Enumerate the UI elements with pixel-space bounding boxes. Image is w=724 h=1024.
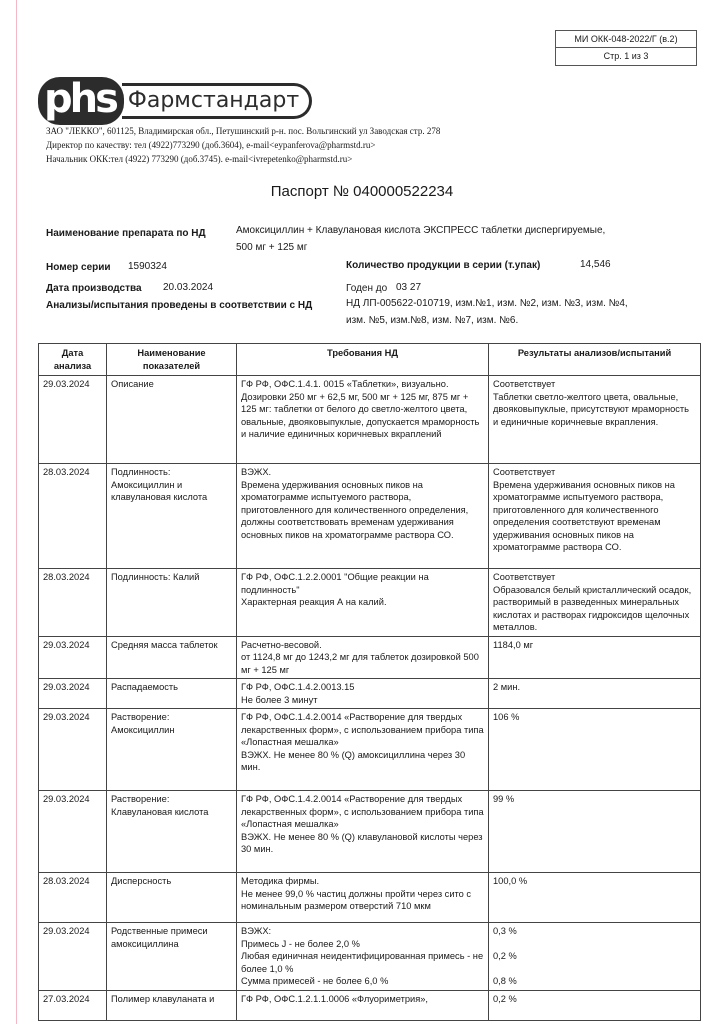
cell-indicator: Подлинность: Амоксициллин и клавулановая кислота [107, 464, 237, 569]
cell-indicator: Растворение: Амоксициллин [107, 709, 237, 791]
table-row [39, 709, 701, 791]
cell-indicator: Растворение: Клавулановая кислота [107, 791, 237, 873]
table-row [39, 569, 701, 637]
cell-requirement: ГФ РФ, ОФС.1.4.1. 0015 «Таблетки», визуально. Дозировки 250 мг + 62,5 мг, 500 мг + 125 мг, 875 мг + 125 мг: таблетки от белого до светло-желтого цвета, овальные, двояковыпуклые, допускается мраморность и наличие единичных коричневых вкраплений [237, 376, 489, 464]
table-row [39, 376, 701, 464]
analyses-label: Анализы/испытания проведены в соответствии с НД [46, 300, 313, 311]
cell-requirement: ГФ РФ, ОФС.1.2.1.1.0006 «Флуориметрия», [237, 990, 489, 1020]
cell-result: 100,0 % [489, 873, 701, 923]
cell-result: 0,2 % [489, 990, 701, 1020]
logo-mark: phs [38, 77, 124, 125]
okk-head-contact: Начальник ОКК:тел (4922) 773290 (доб.3745). e-mail<ivrepetenko@pharmstd.ru> [46, 154, 353, 164]
col-header-date: Дата анализа [39, 344, 107, 376]
quantity-label: Количество продукции в серии (т.упак) [346, 260, 541, 271]
document-code-box [555, 30, 697, 66]
quantity-value: 14,546 [580, 259, 611, 270]
table-row [39, 636, 701, 679]
org-address: ЗАО "ЛЕККО", 601125, Владимирская обл., Петушинский р-н. пос. Вольгинский ул Заводская стр. 278 [46, 126, 441, 136]
cell-date: 28.03.2024 [39, 873, 107, 923]
cell-date: 29.03.2024 [39, 791, 107, 873]
col-header-requirements: Требования НД [237, 344, 489, 376]
production-date-label: Дата производства [46, 283, 142, 294]
expiry-label: Годен до [346, 283, 388, 294]
cell-date: 28.03.2024 [39, 569, 107, 637]
cell-requirement: ГФ РФ, ОФС.1.2.2.0001 "Общие реакции на подлинность" Характерная реакция А на калий. [237, 569, 489, 637]
table-header-row [39, 344, 701, 376]
page-number: Стр. 1 из 3 [556, 47, 696, 64]
col-header-indicator: Наименование показателей [107, 344, 237, 376]
cell-requirement: Методика фирмы. Не менее 99,0 % частиц должны пройти через сито с номинальным размером отверстий 710 мкм [237, 873, 489, 923]
cell-result: Соответствует Времена удерживания основных пиков на хроматограмме испытуемого раствора, приготовленного для количественного определения соответствуют временам удерживания основных пиков на хроматограмме раствора СО. [489, 464, 701, 569]
cell-date: 29.03.2024 [39, 679, 107, 709]
cell-indicator: Подлинность: Калий [107, 569, 237, 637]
series-label: Номер серии [46, 262, 111, 273]
cell-requirement: ГФ РФ, ОФС.1.4.2.0014 «Растворение для твердых лекарственных форм», с использованием прибора типа «Лопастная мешалка» ВЭЖХ. Не менее 80 % (Q) амоксициллина через 30 мин. [237, 709, 489, 791]
cell-indicator: Родственные примеси амоксициллина [107, 923, 237, 991]
organization-info [46, 124, 440, 166]
cell-result: Соответствует Таблетки светло-желтого цвета, овальные, двояковыпуклые, присутствуют мраморность и единичные коричневые вкрапления. [489, 376, 701, 464]
logo-text: Фармстандарт [122, 83, 312, 119]
document-code: МИ ОКК-048-2022/Г (в.2) [574, 34, 678, 44]
col-header-results: Результаты анализов/испытаний [489, 344, 701, 376]
quality-director-contact: Директор по качеству: тел (4922)773290 (доб.3604), e-mail<eypanferova@pharmstd.ru> [46, 140, 376, 150]
cell-date: 29.03.2024 [39, 376, 107, 464]
cell-result: 99 % [489, 791, 701, 873]
cell-requirement: ВЭЖХ: Примесь J - не более 2,0 % Любая единичная неидентифицированная примесь - не более 1,0 % Сумма примесей - не более 6,0 % [237, 923, 489, 991]
cell-date: 29.03.2024 [39, 636, 107, 679]
cell-date: 29.03.2024 [39, 709, 107, 791]
cell-requirement: ГФ РФ, ОФС.1.4.2.0013.15 Не более 3 минут [237, 679, 489, 709]
cell-result: 2 мин. [489, 679, 701, 709]
cell-requirement: Расчетно-весовой. от 1124,8 мг до 1243,2 мг для таблеток дозировкой 500 мг + 125 мг [237, 636, 489, 679]
cell-result: 106 % [489, 709, 701, 791]
expiry-value: 03 27 [396, 282, 422, 293]
cell-indicator: Распадаемость [107, 679, 237, 709]
nd-reference: НД ЛП-005622-010719, изм.№1, изм. №2, изм. №3, изм. №4, изм. №5, изм.№8, изм. №7, изм. №6. [346, 298, 628, 326]
cell-date: 29.03.2024 [39, 923, 107, 991]
table-row [39, 679, 701, 709]
cell-indicator: Дисперсность [107, 873, 237, 923]
company-logo [38, 78, 312, 124]
analysis-table [38, 343, 701, 1021]
cell-indicator: Полимер клавуланата и [107, 990, 237, 1020]
cell-requirement: ВЭЖХ. Времена удерживания основных пиков на хроматограмме испытуемого раствора, приготовленного для количественного определения, должны соответствовать временам удерживания основных пиков на хроматограмме раствора СО. [237, 464, 489, 569]
cell-indicator: Средняя масса таблеток [107, 636, 237, 679]
table-row [39, 923, 701, 991]
table-row [39, 990, 701, 1020]
series-value: 1590324 [128, 261, 167, 272]
cell-result: 1184,0 мг [489, 636, 701, 679]
table-row [39, 873, 701, 923]
cell-result: 0,3 % 0,2 % 0,8 % [489, 923, 701, 991]
table-row [39, 464, 701, 569]
table-row [39, 791, 701, 873]
production-date-value: 20.03.2024 [163, 282, 214, 293]
cell-indicator: Описание [107, 376, 237, 464]
cell-result: Соответствует Образовался белый кристаллический осадок, растворимый в разведенных минеральных кислотах и растворах гидроксидов щелочных металлов. [489, 569, 701, 637]
cell-date: 28.03.2024 [39, 464, 107, 569]
cell-requirement: ГФ РФ, ОФС.1.4.2.0014 «Растворение для твердых лекарственных форм», с использованием прибора типа «Лопастная мешалка» ВЭЖХ. Не менее 80 % (Q) клавулановой кислоты через 30 мин. [237, 791, 489, 873]
drug-name-label: Наименование препарата по НД [46, 228, 206, 239]
page-margin-line [16, 0, 17, 1024]
cell-date: 27.03.2024 [39, 990, 107, 1020]
passport-title: Паспорт № 040000522234 [270, 183, 454, 200]
drug-name-value: Амоксициллин + Клавулановая кислота ЭКСПРЕСС таблетки диспергируемые, 500 мг + 125 мг [236, 225, 606, 253]
